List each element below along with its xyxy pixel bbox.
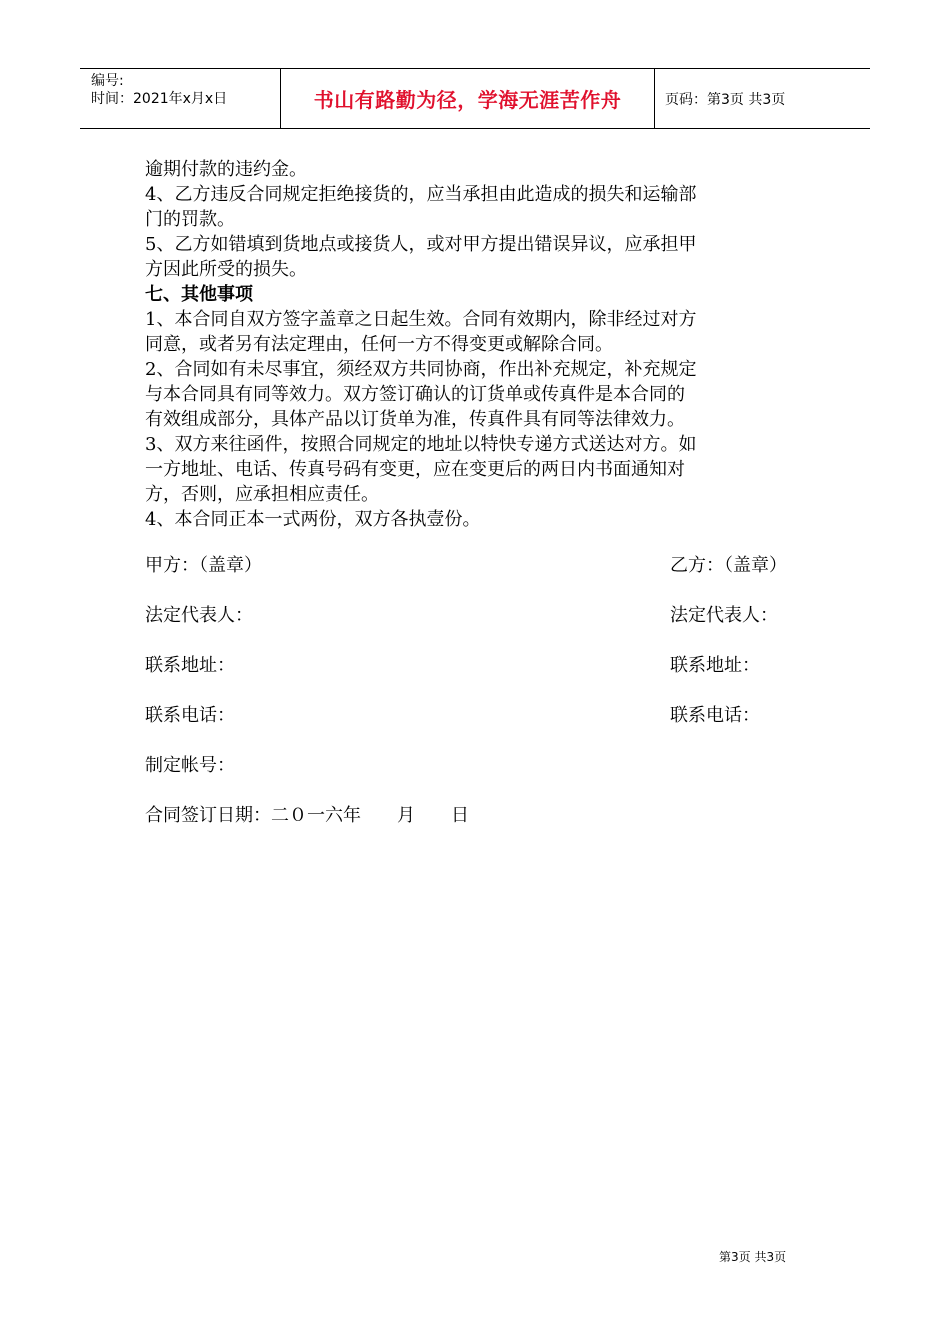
paragraph-line: 有效组成部分，具体产品以订货单为准，传真件具有同等法律效力。	[145, 409, 685, 430]
party-a-seal-label: 甲方：（盖章）	[145, 555, 262, 576]
signing-date-label: 合同签订日期：二０一六年 月 日	[145, 805, 469, 826]
paragraph-line: 4、本合同正本一式两份，双方各执壹份。	[145, 509, 481, 530]
paragraph-line: 3、双方来往函件，按照合同规定的地址以特快专递方式送达对方。如	[145, 434, 697, 455]
paragraph-line: 方，否则，应承担相应责任。	[145, 484, 379, 505]
signature-row-party	[145, 553, 810, 578]
paragraph-line: 一方地址、电话、传真号码有变更，应在变更后的两日内书面通知对	[145, 459, 685, 480]
signature-row-date	[145, 803, 810, 828]
paragraph-line: 5、乙方如错填到货地点或接货人，或对甲方提出错误异议，应承担甲	[145, 234, 697, 255]
party-b-address-label: 联系地址：	[670, 655, 760, 676]
page-header	[80, 68, 870, 129]
section-heading: 七、其他事项	[145, 284, 253, 305]
header-motto: 书山有路勤为径，学海无涯苦作舟	[281, 69, 655, 128]
signature-row-phone	[145, 703, 810, 728]
signature-row-address	[145, 653, 810, 678]
header-meta	[80, 69, 281, 128]
document-number-label: 编号:	[91, 73, 124, 89]
header-page-number: 页码：第3页 共3页	[665, 91, 786, 108]
party-a-phone-label: 联系电话：	[145, 705, 235, 726]
paragraph-line: 1、本合同自双方签字盖章之日起生效。合同有效期内，除非经过对方	[145, 309, 697, 330]
page-footer: 第3页 共3页	[719, 1250, 787, 1264]
signature-row-representative	[145, 603, 810, 628]
paragraph-line: 与本合同具有同等效力。双方签订确认的订货单或传真件是本合同的	[145, 384, 685, 405]
paragraph-line: 同意，或者另有法定理由，任何一方不得变更或解除合同。	[145, 334, 613, 355]
paragraph-line: 4、乙方违反合同规定拒绝接货的，应当承担由此造成的损失和运输部	[145, 184, 697, 205]
paragraph-line: 逾期付款的违约金。	[145, 159, 307, 180]
signature-row-account	[145, 753, 810, 778]
paragraph-line: 2、合同如有未尽事宜，须经双方共同协商，作出补充规定，补充规定	[145, 359, 697, 380]
paragraph-line: 方因此所受的损失。	[145, 259, 307, 280]
contract-body	[145, 157, 810, 532]
party-a-address-label: 联系地址：	[145, 655, 235, 676]
document-time-label: 时间：2021年x月x日	[91, 91, 228, 107]
account-label: 制定帐号：	[145, 755, 235, 776]
party-b-phone-label: 联系电话：	[670, 705, 760, 726]
paragraph-line: 门的罚款。	[145, 209, 235, 230]
party-b-seal-label: 乙方：（盖章）	[670, 555, 787, 576]
party-a-representative-label: 法定代表人：	[145, 605, 253, 626]
party-b-representative-label: 法定代表人：	[670, 605, 778, 626]
